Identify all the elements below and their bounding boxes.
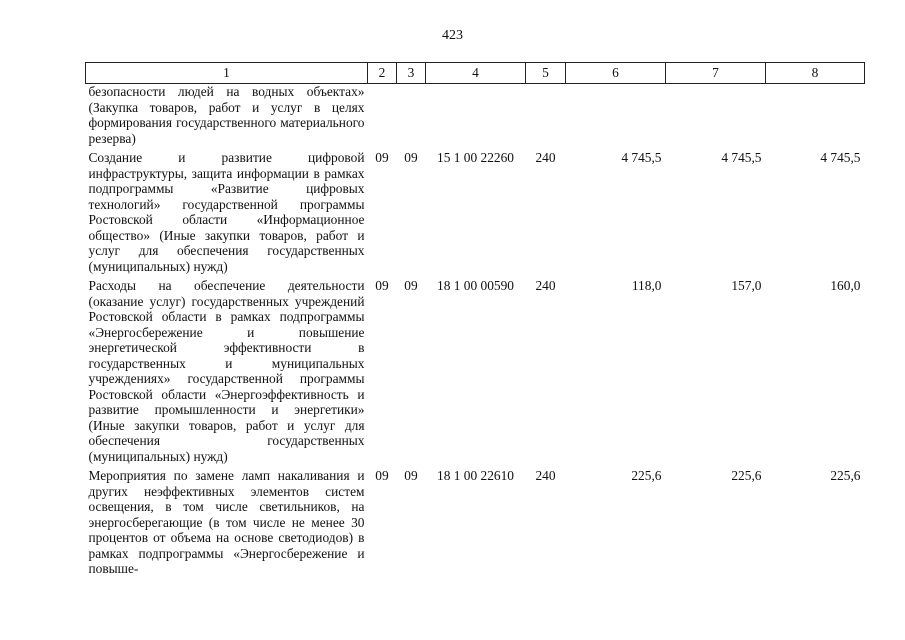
column-header-7: 7 xyxy=(666,63,766,84)
row-section-code: 09 xyxy=(375,150,389,165)
row-section-code xyxy=(368,84,397,151)
row-target-article xyxy=(426,84,526,151)
row-amount-col6: 225,6 xyxy=(631,468,662,483)
budget-table xyxy=(85,62,865,581)
column-header-6: 6 xyxy=(566,63,666,84)
table-row xyxy=(86,278,865,468)
row-description: безопасности людей на водных объектах» (Закупка товаров, работ и услуг в целях формирования государственного материального резерва) xyxy=(88,84,365,146)
column-header-2: 2 xyxy=(368,63,397,84)
row-expense-type: 240 xyxy=(535,278,556,293)
row-amount-col8: 225,6 xyxy=(830,468,861,483)
table-row xyxy=(86,84,865,151)
row-expense-type: 240 xyxy=(535,468,556,483)
row-section-code: 09 xyxy=(375,278,389,293)
table-row xyxy=(86,468,865,581)
row-subsection-code xyxy=(397,84,426,151)
row-amount-col8 xyxy=(766,84,865,151)
row-amount-col6: 4 745,5 xyxy=(621,150,662,165)
column-header-1: 1 xyxy=(86,63,368,84)
row-subsection-code: 09 xyxy=(404,468,418,483)
table-row xyxy=(86,150,865,278)
row-amount-col7: 225,6 xyxy=(731,468,762,483)
row-amount-col7: 157,0 xyxy=(731,278,762,293)
row-subsection-code: 09 xyxy=(404,278,418,293)
row-amount-col8: 160,0 xyxy=(830,278,861,293)
row-subsection-code: 09 xyxy=(404,150,418,165)
row-target-article: 18 1 00 22610 xyxy=(437,468,514,483)
column-header-3: 3 xyxy=(397,63,426,84)
column-header-5: 5 xyxy=(526,63,566,84)
row-description: Создание и развитие цифровой инфраструктуры, защита информации в рамках подпрограммы «Развитие цифровых технологий» государственной программы Ростовской области «Информационное общество» (Иные закупки товаров, работ и услуг для обеспечения государственных (муниципальных) нужд) xyxy=(88,150,365,274)
row-expense-type xyxy=(526,84,566,151)
column-header-8: 8 xyxy=(766,63,865,84)
row-amount-col7 xyxy=(666,84,766,151)
row-section-code: 09 xyxy=(375,468,389,483)
row-target-article: 15 1 00 22260 xyxy=(437,150,514,165)
row-description: Мероприятия по замене ламп накаливания и других неэффективных элементов систем освещения, в том числе светильников, на энергосберегающие (в том числе не менее 30 процентов от объема на основе светодиодов) в рамках подпрограммы «Энергосбережение и повыше- xyxy=(88,468,365,576)
row-amount-col6 xyxy=(566,84,666,151)
row-amount-col7: 4 745,5 xyxy=(721,150,762,165)
row-target-article: 18 1 00 00590 xyxy=(437,278,514,293)
header-row xyxy=(86,63,865,84)
page-number: 423 xyxy=(442,28,463,43)
row-amount-col8: 4 745,5 xyxy=(820,150,861,165)
row-amount-col6: 118,0 xyxy=(631,278,662,293)
column-header-4: 4 xyxy=(426,63,526,84)
row-expense-type: 240 xyxy=(535,150,556,165)
row-description: Расходы на обеспечение деятельности (оказание услуг) государственных учреждений Ростовской области в рамках подпрограммы «Энергосбережение и повышение энергетической эффективности в государственных и муниципальных учреждениях» государственной программы Ростовской области «Энергоэффективность и развитие промышленности и энергетики» (Иные закупки товаров, работ и услуг для обеспечения государственных (муниципальных) нужд) xyxy=(88,278,365,464)
